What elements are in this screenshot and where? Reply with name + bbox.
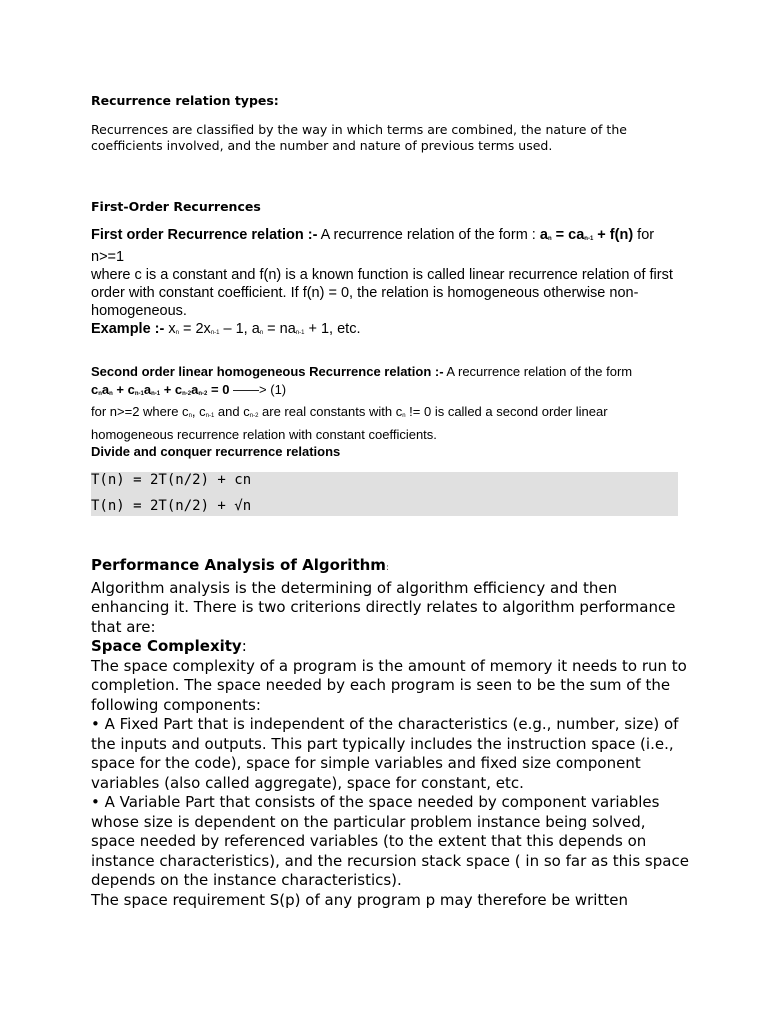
code-line: T(n) = 2T(n/2) + cn — [91, 472, 252, 488]
second-order-title: Second order linear homogeneous Recurrence relation :- — [91, 364, 444, 379]
performance-section — [91, 556, 691, 910]
heading-divide-conquer: Divide and conquer recurrence relations — [91, 444, 341, 459]
performance-intro: Algorithm analysis is the determining of algorithm efficiency and then enhancing it. There is two criterions directly relates to algorithm performance that are: — [91, 578, 676, 636]
heading-first-order: First-Order Recurrences — [91, 199, 261, 214]
heading-recurrence-types: Recurrence relation types: — [91, 93, 279, 108]
first-order-definition: First order Recurrence relation :- A recurrence relation of the form : an = can-1 + f(n) for n>=1 — [91, 227, 655, 265]
paragraph-recurrence-intro: Recurrences are classified by the way in which terms are combined, the nature of the coefficients involved, and the number and nature of previous terms used. — [91, 122, 627, 153]
space-requirement-text: The space requirement S(p) of any program p may therefore be written — [91, 890, 628, 909]
first-order-formula: an = can-1 + f(n) — [539, 227, 634, 243]
second-order-definition: Second order linear homogeneous Recurrence relation :- A recurrence relation of the form — [91, 364, 633, 379]
code-line: T(n) = 2T(n/2) + √n — [91, 498, 252, 514]
heading-performance: Performance Analysis of Algorithm: — [91, 556, 389, 574]
space-complexity-body: The space complexity of a program is the amount of memory it needs to run to completion. The space needed by each program is seen to be the sum of the following components: — [91, 656, 687, 714]
second-order-block — [91, 363, 681, 443]
bullet-fixed-part: • A Fixed Part that is independent of the characteristics (e.g., number, size) of the inputs and outputs. This part typically includes the instruction space (i.e., space for the code), space for simple variables and fixed size component variables (also called aggregate), space for constant, etc. — [91, 715, 679, 792]
first-order-block — [91, 226, 681, 342]
second-order-formula: cnan + cn-1an-1 + cn-2an-2 = 0 ——> (1) — [91, 381, 287, 397]
second-order-body: for n>=2 where cn, cn-1 and cn-2 are real constants with cn != 0 is called a second order linear homogeneous recurrence relation with constant coefficients. — [91, 404, 608, 442]
heading-space-complexity: Space Complexity: — [91, 637, 247, 655]
first-order-title: First order Recurrence relation :- — [91, 227, 318, 243]
first-order-body: where c is a constant and f(n) is a known function is called linear recurrence relation of first order with constant coefficient. If f(n) = 0, the relation is homogeneous otherwise non-homogeneous. — [91, 267, 673, 319]
first-order-example: Example :- xn = 2xn-1 – 1, an = nan-1 + 1, etc. — [91, 321, 361, 337]
bullet-variable-part: • A Variable Part that consists of the space needed by component variables whose size is dependent on the particular problem instance being solved, space needed by referenced variables (to the extent that this depends on instance characteristics), and the recursion stack space ( in so far as this space depends on the instance characteristics). — [91, 793, 689, 889]
